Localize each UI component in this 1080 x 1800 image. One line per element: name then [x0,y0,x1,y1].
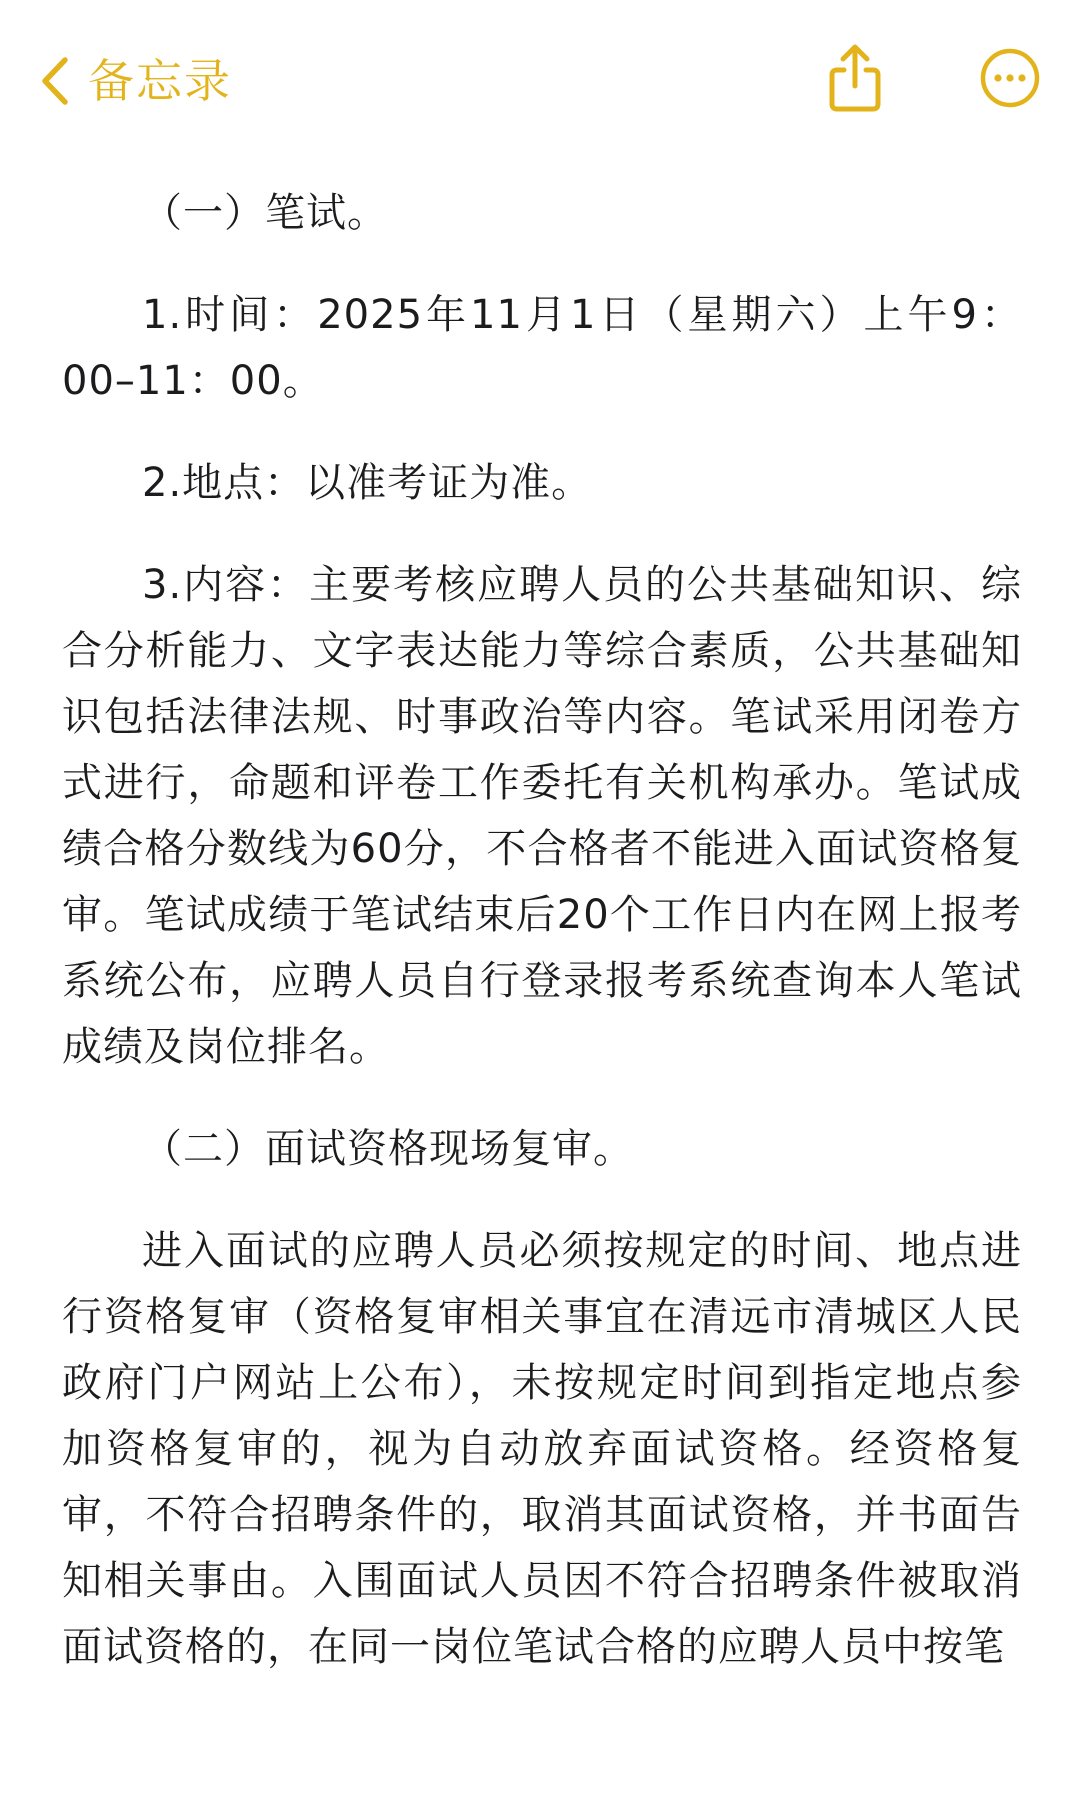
note-body[interactable] [62,180,1022,1716]
ellipsis-circle-icon [979,47,1041,113]
note-paragraph-time: 1.时间：2025年11月1日（星期六）上午9：00–11：00。 [62,292,1022,404]
note-paragraph-content: 3.内容：主要考核应聘人员的公共基础知识、综合分析能力、文字表达能力等综合素质，公共基础知识包括法律法规、时事政治等内容。笔试采用闭卷方式进行，命题和评卷工作委托有关机构承办。笔试成绩合格分数线为60分，不合格者不能进入面试资格复审。笔试成绩于笔试结束后20个工作日内在网上报考系统公布，应聘人员自行登录报考系统查询本人笔试成绩及岗位排名。 [62,562,1022,1070]
note-paragraph-location: 2.地点：以准考证为准。 [142,460,593,506]
note-paragraph-heading-1: （一）笔试。 [142,190,388,236]
note-paragraph-heading-2: （二）面试资格现场复审。 [142,1126,634,1172]
note-paragraph-review: 进入面试的应聘人员必须按规定的时间、地点进行资格复审（资格复审相关事宜在清远市清城区人民政府门户网站上公布），未按规定时间到指定地点参加资格复审的，视为自动放弃面试资格。经资格复审，不符合招聘条件的，取消其面试资格，并书面告知相关事由。入围面试人员因不符合招聘条件被取消面试资格的，在同一岗位笔试合格的应聘人员中按笔 [62,1228,1022,1670]
navigation-bar [0,0,1080,160]
chevron-left-icon [40,55,70,107]
back-label: 备忘录 [88,54,232,108]
back-button[interactable] [40,46,232,116]
share-button[interactable] [815,40,895,120]
more-button[interactable] [970,40,1050,120]
share-icon [825,42,885,118]
